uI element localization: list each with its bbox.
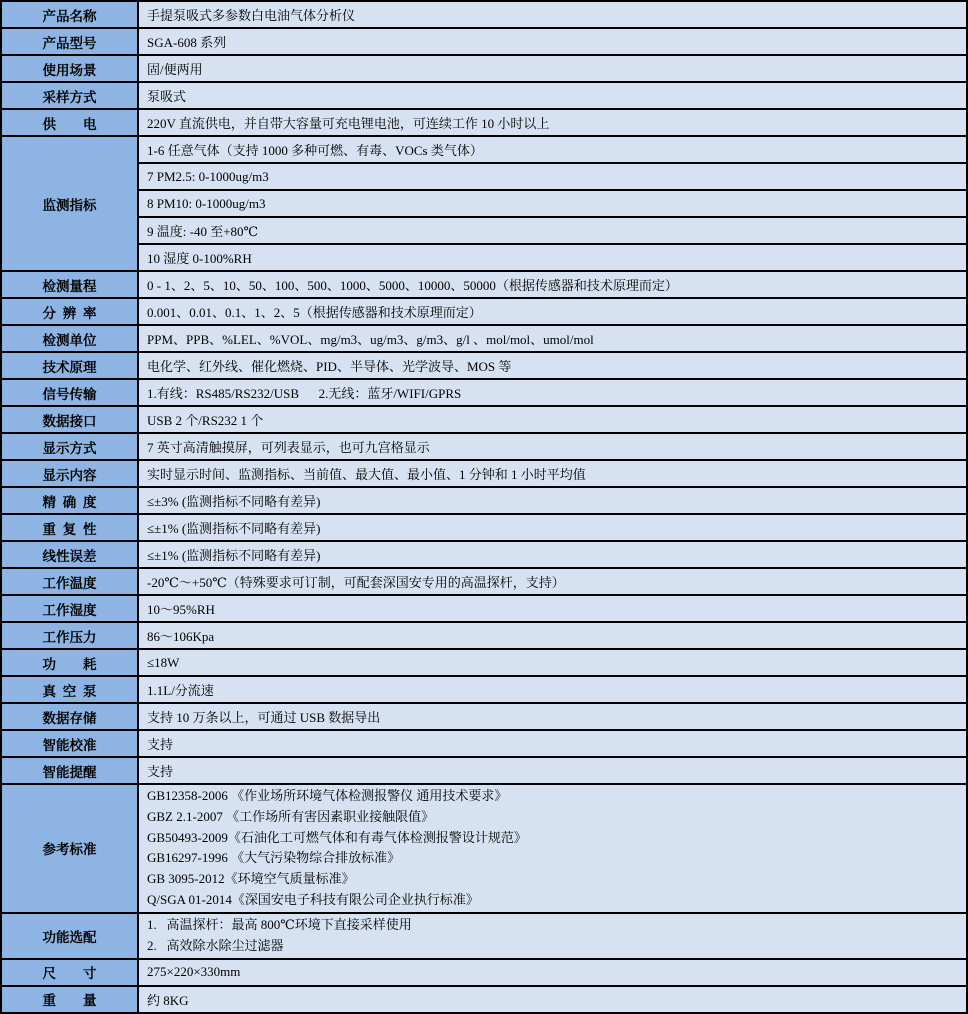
table-row <box>1 271 967 298</box>
spec-value-working-pressure: 86～106Kpa <box>138 622 967 649</box>
spec-label-data-storage <box>1 703 138 730</box>
table-row <box>1 514 967 541</box>
spec-label-working-temperature <box>1 568 138 595</box>
spec-label-text: 参考标准 <box>42 842 97 858</box>
spec-value-sampling-method: 泵吸式 <box>138 82 967 109</box>
spec-label-text: 工作压力 <box>42 629 97 645</box>
spec-label-display-mode <box>1 433 138 460</box>
table-row <box>1 55 967 82</box>
spec-label-product-name <box>1 1 138 28</box>
spec-label-linearity-error <box>1 541 138 568</box>
spec-value-repeatability: ≤±1% (监测指标不同略有差异) <box>138 514 967 541</box>
spec-label-text: 采样方式 <box>42 89 97 105</box>
spec-value-data-storage: 支持 10 万条以上，可通过 USB 数据导出 <box>138 703 967 730</box>
spec-label-text: 检测量程 <box>42 278 97 294</box>
spec-value-line: GBZ 2.1-2007 《工作场所有害因素职业接触限值》 <box>147 808 435 824</box>
spec-value-working-temperature: -20℃～+50℃（特殊要求可订制，可配套深国安专用的高温探杆，支持） <box>138 568 967 595</box>
table-row <box>1 109 967 136</box>
table-row <box>1 460 967 487</box>
table-row <box>1 298 967 325</box>
spec-value-line: Q/SGA 01-2014《深国安电子科技有限公司企业执行标准》 <box>147 891 479 907</box>
spec-label-text: 工作湿度 <box>42 602 97 618</box>
spec-value-product-name: 手提泵吸式多参数白电油气体分析仪 <box>138 1 967 28</box>
spec-label-text: 重量 <box>42 993 97 1009</box>
spec-value-display-content: 实时显示时间、监测指标、当前值、最大值、最小值、1 分钟和 1 小时平均值 <box>138 460 967 487</box>
spec-label-signal-transmission <box>1 379 138 406</box>
table-row <box>1 433 967 460</box>
table-row <box>1 352 967 379</box>
spec-label-detection-unit <box>1 325 138 352</box>
table-row <box>1 487 967 514</box>
spec-label-working-humidity <box>1 595 138 622</box>
spec-label-working-pressure <box>1 622 138 649</box>
spec-label-text: 分辨率 <box>42 305 97 321</box>
spec-label-display-content <box>1 460 138 487</box>
spec-label-text: 信号传输 <box>42 386 97 402</box>
spec-label-text: 使用场景 <box>42 62 97 78</box>
spec-label-text: 数据接口 <box>42 413 97 429</box>
spec-label-text: 精确度 <box>42 494 97 510</box>
table-row <box>1 649 967 676</box>
spec-value-monitoring-items-1: 7 PM2.5: 0-1000ug/m3 <box>138 163 967 190</box>
spec-value-linearity-error: ≤±1% (监测指标不同略有差异) <box>138 541 967 568</box>
spec-label-data-interface <box>1 406 138 433</box>
table-row <box>1 622 967 649</box>
spec-value-power-supply: 220V 直流供电，并自带大容量可充电锂电池，可连续工作 10 小时以上 <box>138 109 967 136</box>
spec-label-dimensions <box>1 959 138 986</box>
spec-label-text: 产品名称 <box>42 8 97 24</box>
spec-value-technical-principle: 电化学、红外线、催化燃烧、PID、半导体、光学波导、MOS 等 <box>138 352 967 379</box>
spec-label-resolution <box>1 298 138 325</box>
spec-label-technical-principle <box>1 352 138 379</box>
spec-label-text: 重复性 <box>42 521 97 537</box>
spec-label-text: 功耗 <box>42 656 97 672</box>
spec-label-product-model <box>1 28 138 55</box>
spec-label-optional-features <box>1 913 138 959</box>
table-row <box>1 406 967 433</box>
table-row <box>1 136 967 163</box>
spec-value-signal-transmission: 1.有线：RS485/RS232/USB 2.无线：蓝牙/WIFI/GPRS <box>138 379 967 406</box>
spec-label-detection-range <box>1 271 138 298</box>
table-row <box>1 190 967 217</box>
spec-label-text: 产品型号 <box>42 35 97 51</box>
table-row <box>1 568 967 595</box>
spec-label-smart-calibration <box>1 730 138 757</box>
spec-label-text: 线性误差 <box>42 548 97 564</box>
spec-label-text: 智能提醒 <box>42 764 97 780</box>
spec-label-text: 工作温度 <box>42 575 97 591</box>
table-row <box>1 163 967 190</box>
spec-value-detection-unit: PPM、PPB、%LEL、%VOL、mg/m3、ug/m3、g/m3、g/l 、mol/mol、umol/mol <box>138 325 967 352</box>
spec-label-text: 检测单位 <box>42 332 97 348</box>
spec-label-weight <box>1 986 138 1013</box>
spec-value-line: GB12358-2006 《作业场所环境气体检测报警仪 通用技术要求》 <box>147 788 508 803</box>
spec-value-smart-calibration: 支持 <box>138 730 967 757</box>
table-row <box>1 986 967 1013</box>
spec-label-reference-standards <box>1 784 138 913</box>
spec-value-line: GB50493-2009《石油化工可燃气体和有毒气体检测报警设计规范》 <box>147 829 527 845</box>
table-row <box>1 703 967 730</box>
table-row <box>1 541 967 568</box>
spec-value-detection-range: 0 - 1、2、5、10、50、100、500、1000、5000、10000、50000（根据传感器和技术原理而定） <box>138 271 967 298</box>
spec-value-weight: 约 8KG <box>138 986 967 1013</box>
table-row <box>1 676 967 703</box>
spec-value-product-model: SGA-608 系列 <box>138 28 967 55</box>
spec-label-text: 智能校准 <box>42 737 97 753</box>
table-row <box>1 325 967 352</box>
table-row <box>1 959 967 986</box>
table-row <box>1 1 967 28</box>
spec-value-dimensions: 275×220×330mm <box>138 959 967 986</box>
spec-table-body <box>1 1 967 1013</box>
spec-value-smart-reminder: 支持 <box>138 757 967 784</box>
spec-value-display-mode: 7 英寸高清触摸屏，可列表显示，也可九宫格显示 <box>138 433 967 460</box>
spec-value-working-humidity: 10～95%RH <box>138 595 967 622</box>
spec-value-usage-scene: 固/便两用 <box>138 55 967 82</box>
spec-label-smart-reminder <box>1 757 138 784</box>
spec-value-line: GB 3095-2012《环境空气质量标准》 <box>147 871 355 887</box>
table-row <box>1 379 967 406</box>
spec-value-monitoring-items-0: 1-6 任意气体（支持 1000 多种可燃、有毒、VOCs 类气体） <box>138 136 967 163</box>
table-row <box>1 217 967 244</box>
table-row <box>1 82 967 109</box>
spec-label-accuracy <box>1 487 138 514</box>
spec-label-text: 技术原理 <box>42 359 97 375</box>
spec-value-data-interface: USB 2 个/RS232 1 个 <box>138 406 967 433</box>
spec-label-monitoring-items <box>1 136 138 271</box>
spec-label-text: 功能选配 <box>42 929 97 945</box>
spec-value-line: 2. 高效除水除尘过滤器 <box>147 937 284 953</box>
spec-value-monitoring-items-4: 10 湿度 0-100%RH <box>138 244 967 271</box>
spec-label-text: 供电 <box>42 116 97 132</box>
spec-value-reference-standards <box>138 784 967 913</box>
spec-label-text: 显示方式 <box>42 440 97 456</box>
table-row <box>1 730 967 757</box>
spec-label-text: 尺寸 <box>42 966 97 982</box>
spec-value-line: GB16297-1996 《大气污染物综合排放标准》 <box>147 850 401 866</box>
table-row <box>1 784 967 913</box>
spec-label-text: 数据存储 <box>42 710 97 726</box>
spec-label-text: 监测指标 <box>42 197 97 213</box>
spec-value-monitoring-items-2: 8 PM10: 0-1000ug/m3 <box>138 190 967 217</box>
spec-value-resolution: 0.001、0.01、0.1、1、2、5（根据传感器和技术原理而定） <box>138 298 967 325</box>
spec-value-optional-features <box>138 913 967 959</box>
spec-label-usage-scene <box>1 55 138 82</box>
spec-label-sampling-method <box>1 82 138 109</box>
spec-label-text: 真空泵 <box>42 683 97 699</box>
table-row <box>1 595 967 622</box>
spec-value-vacuum-pump: 1.1L/分流速 <box>138 676 967 703</box>
spec-label-text: 显示内容 <box>42 467 97 483</box>
table-row <box>1 244 967 271</box>
spec-value-power-consumption: ≤18W <box>138 649 967 676</box>
spec-value-accuracy: ≤±3% (监测指标不同略有差异) <box>138 487 967 514</box>
table-row <box>1 913 967 959</box>
spec-label-repeatability <box>1 514 138 541</box>
spec-label-power-supply <box>1 109 138 136</box>
spec-value-monitoring-items-3: 9 温度: -40 至+80℃ <box>138 217 967 244</box>
spec-label-vacuum-pump <box>1 676 138 703</box>
table-row <box>1 28 967 55</box>
table-row <box>1 757 967 784</box>
spec-value-line: 1. 高温探杆：最高 800℃环境下直接采样使用 <box>147 916 412 932</box>
spec-label-power-consumption <box>1 649 138 676</box>
